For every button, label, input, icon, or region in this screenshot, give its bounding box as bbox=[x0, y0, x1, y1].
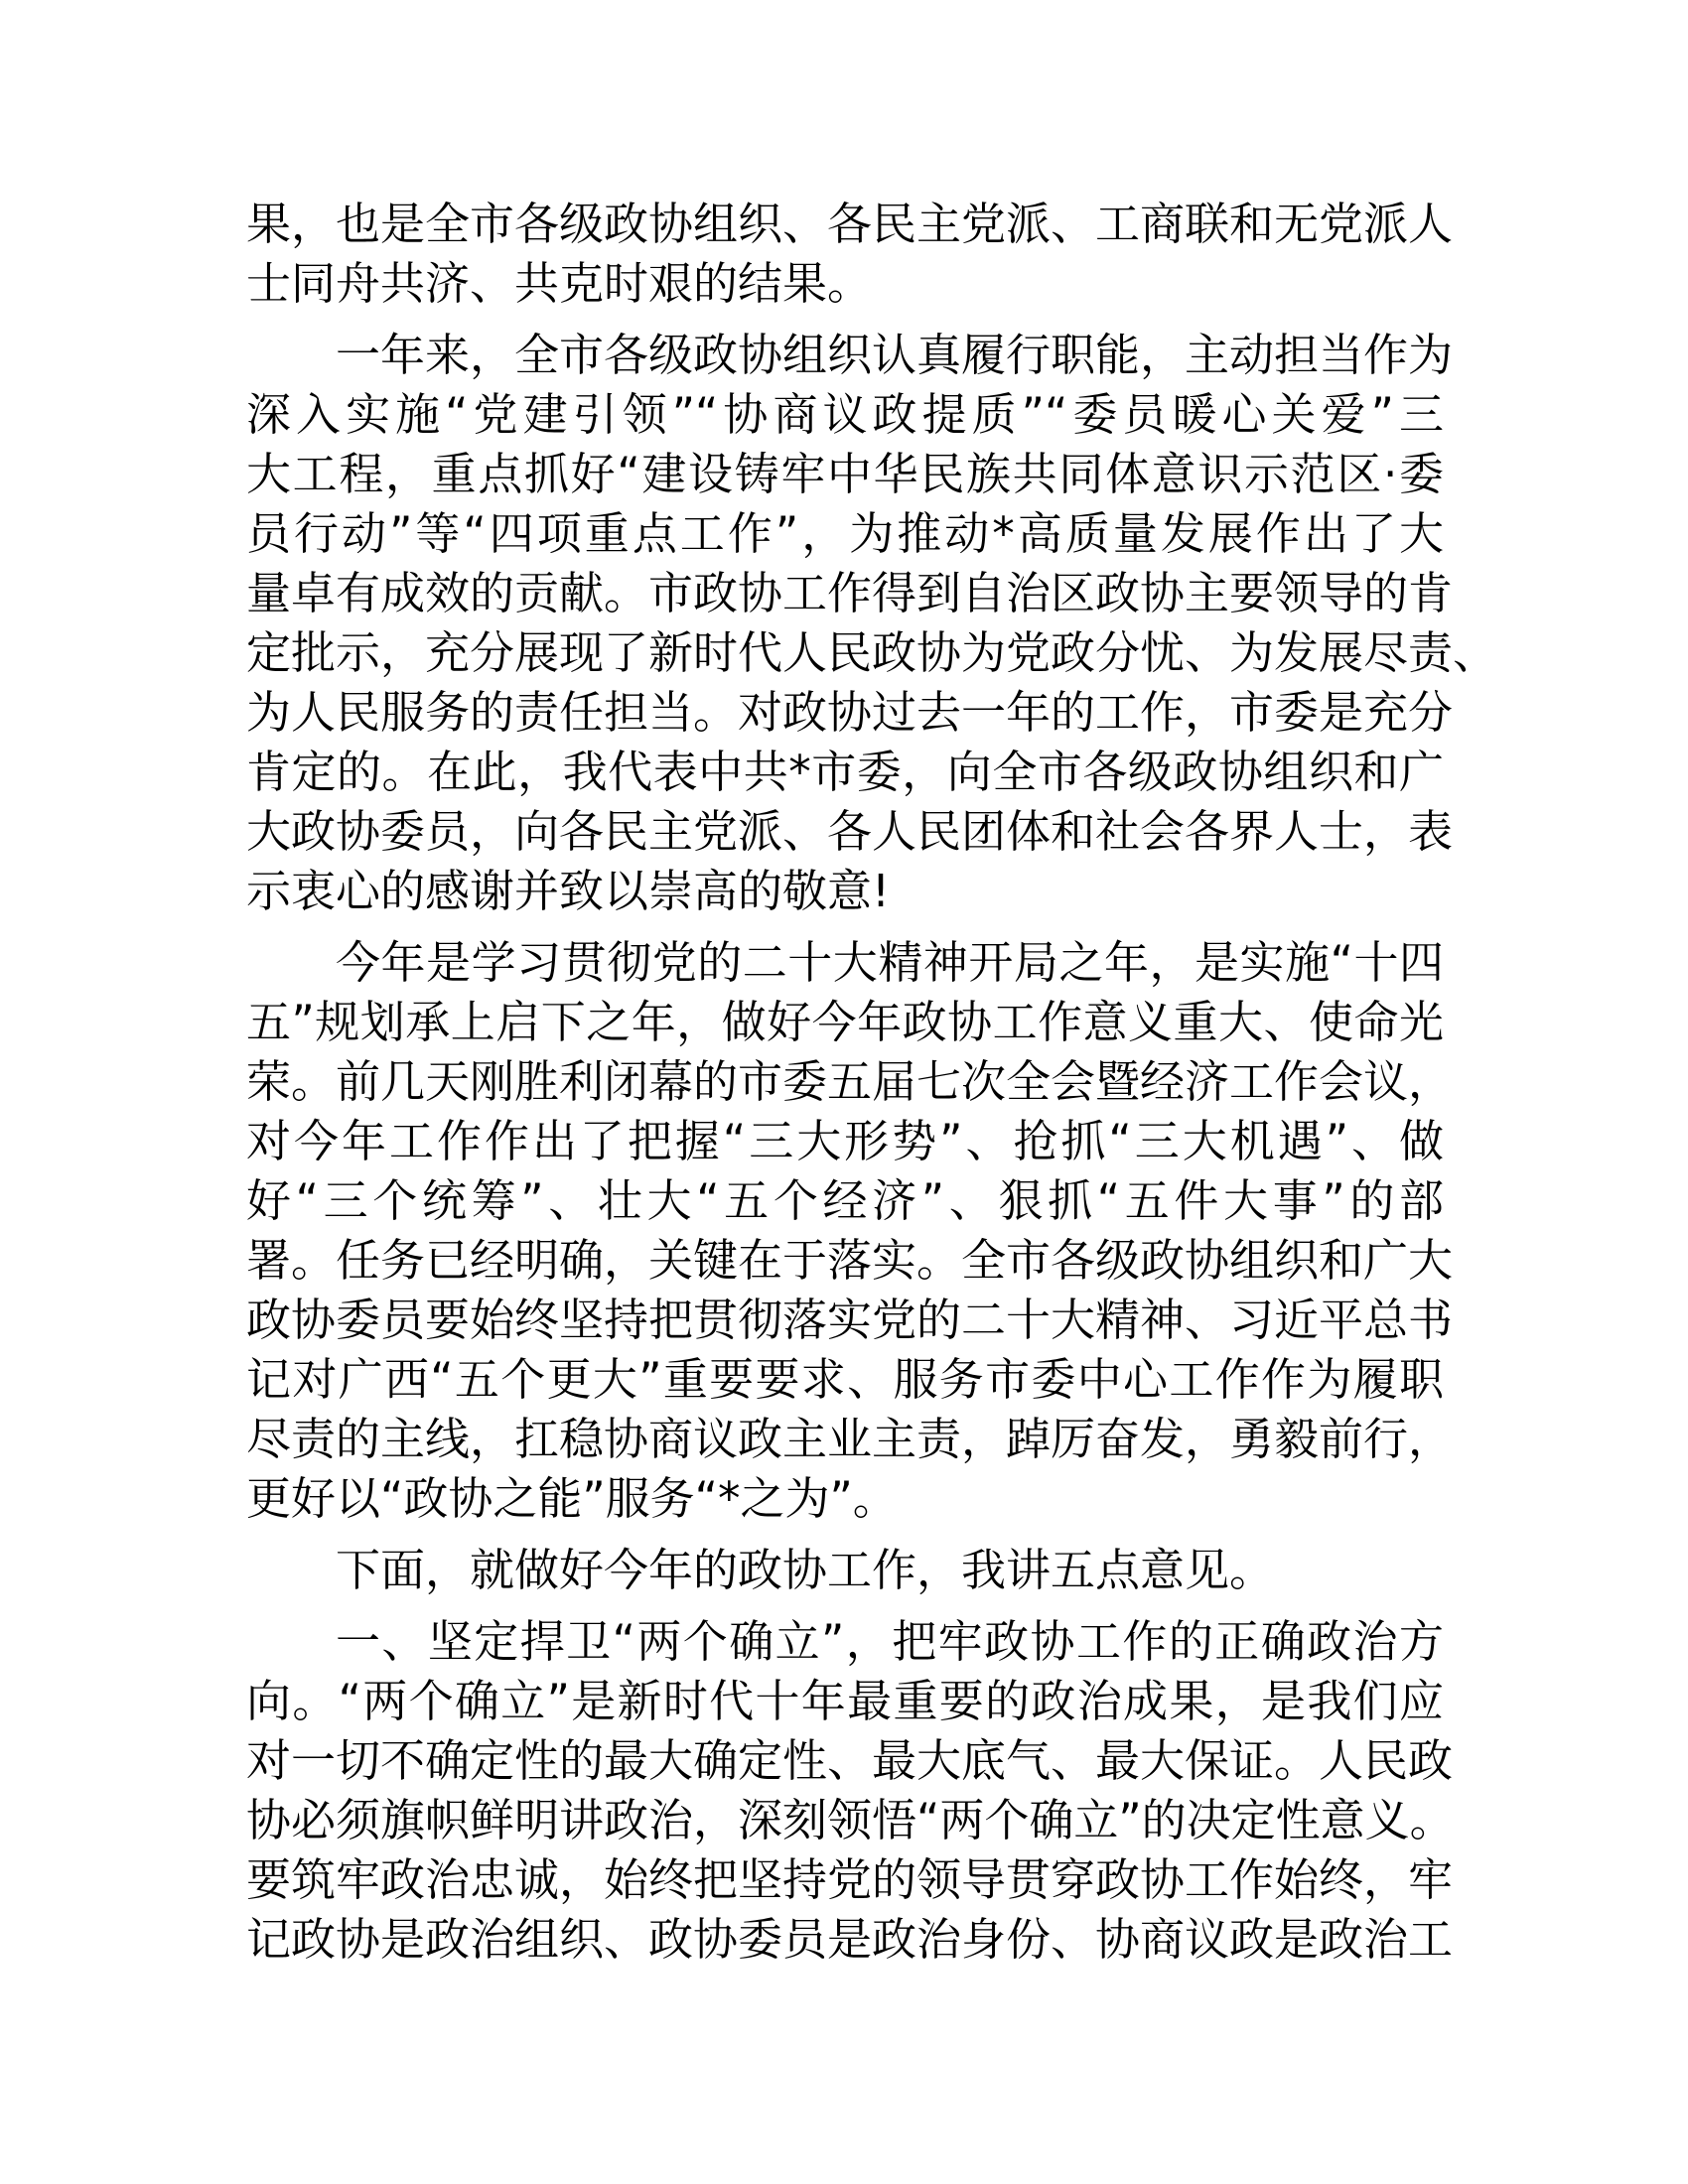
document-body bbox=[246, 195, 1498, 1981]
text-line: 一年来，全市各级政协组织认真履行职能，主动担当作为 bbox=[336, 329, 1454, 381]
paragraph-3 bbox=[246, 933, 1454, 1529]
text-line: 更好以“政协之能”服务“*之为”。 bbox=[246, 1472, 898, 1525]
text-line: 荣。前几天刚胜利闭幕的市委五届七次全会暨经济工作会议， bbox=[246, 1055, 1454, 1108]
text-line: 要筑牢政治忠诚，始终把坚持党的领导贯穿政协工作始终，牢 bbox=[246, 1853, 1454, 1906]
text-line: 量卓有成效的贡献。市政协工作得到自治区政协主要领导的肯 bbox=[246, 567, 1454, 619]
text-line: 示衷心的感谢并致以崇高的敬意! bbox=[246, 865, 891, 917]
text-line: 今年是学习贯彻党的二十大精神开局之年，是实施“十四 bbox=[336, 936, 1444, 989]
text-line: 为人民服务的责任担当。对政协过去一年的工作，市委是充分 bbox=[246, 686, 1454, 739]
text-line: 员行动”等“四项重点工作”，为推动*高质量发展作出了大 bbox=[246, 507, 1444, 560]
text-line: 对一切不确定性的最大确定性、最大底气、最大保证。人民政 bbox=[246, 1734, 1454, 1787]
text-line: 下面，就做好今年的政协工作，我讲五点意见。 bbox=[336, 1544, 1275, 1596]
paragraph-1 bbox=[246, 195, 1454, 314]
text-line: 协必须旗帜鲜明讲政治，深刻领悟“两个确立”的决定性意义。 bbox=[246, 1794, 1455, 1846]
text-line: 士同舟共济、共克时艰的结果。 bbox=[246, 257, 873, 310]
text-line: 大政协委员，向各民主党派、各人民团体和社会各界人士，表 bbox=[246, 805, 1454, 858]
paragraph-2 bbox=[246, 326, 1498, 921]
text-line: 尽责的主线，扛稳协商议政主业主责，踔厉奋发，勇毅前行， bbox=[246, 1413, 1454, 1465]
text-line: 记政协是政治组织、政协委员是政治身份、协商议政是政治工 bbox=[246, 1913, 1454, 1966]
text-line: 一、坚定捍卫“两个确立”，把牢政协工作的正确政治方 bbox=[336, 1615, 1444, 1668]
text-line: 政协委员要始终坚持把贯彻落实党的二十大精神、习近平总书 bbox=[246, 1294, 1454, 1346]
text-line: 深入实施“党建引领”“协商议政提质”“委员暖心关爱”三 bbox=[246, 388, 1444, 441]
text-line: 大工程，重点抓好“建设铸牢中华民族共同体意识示范区·委 bbox=[246, 448, 1444, 500]
text-line: 向。“两个确立”是新时代十年最重要的政治成果，是我们应 bbox=[246, 1675, 1444, 1727]
text-line: 记对广西“五个更大”重要要求、服务市委中心工作作为履职 bbox=[246, 1353, 1444, 1406]
text-line: 五”规划承上启下之年，做好今年政协工作意义重大、使命光 bbox=[246, 996, 1444, 1048]
text-line: 对今年工作作出了把握“三大形势”、抢抓“三大机遇”、做 bbox=[246, 1115, 1444, 1167]
text-line: 果，也是全市各级政协组织、各民主党派、工商联和无党派人 bbox=[246, 198, 1454, 250]
paragraph-4 bbox=[246, 1541, 1444, 1600]
paragraph-5 bbox=[246, 1612, 1455, 1970]
text-line: 肯定的。在此，我代表中共*市委，向全市各级政协组织和广 bbox=[246, 746, 1444, 798]
text-line: 定批示，充分展现了新时代人民政协为党政分忧、为发展尽责、 bbox=[246, 626, 1498, 679]
text-line: 好“三个统筹”、壮大“五个经济”、狠抓“五件大事”的部 bbox=[246, 1174, 1444, 1227]
text-line: 署。任务已经明确，关键在于落实。全市各级政协组织和广大 bbox=[246, 1234, 1454, 1287]
